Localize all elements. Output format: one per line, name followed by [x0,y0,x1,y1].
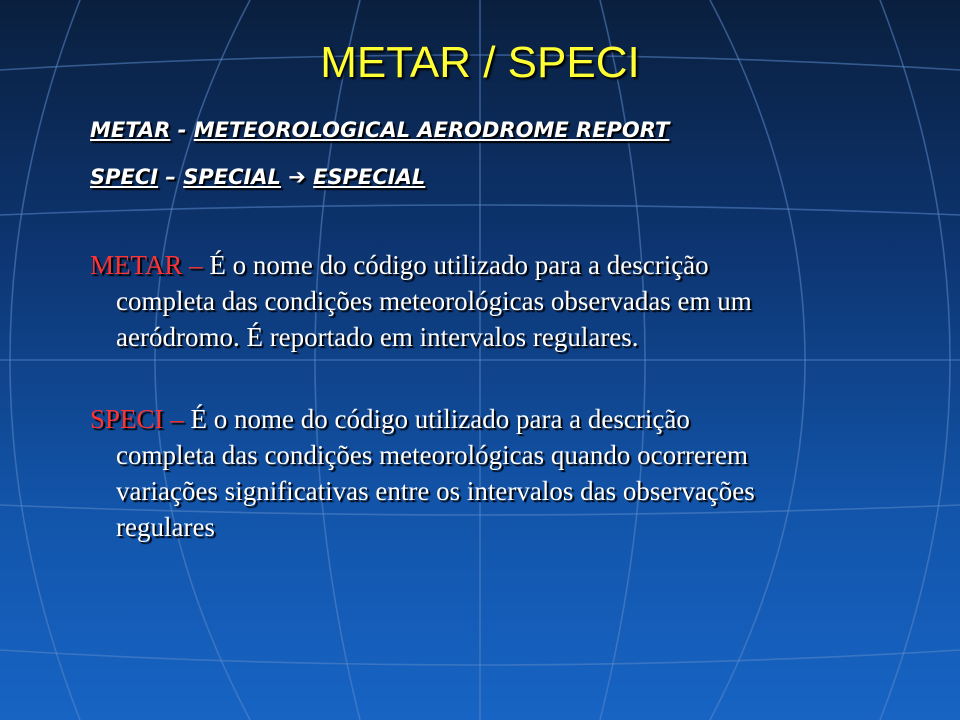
definition-meaning: METEOROLOGICAL AERODROME REPORT [193,118,670,142]
definition-metar [90,118,669,142]
slide-title: METAR / SPECI [320,38,640,87]
definition-term: SPECI [90,165,159,189]
paragraph-line: variações significativas entre os intervalos das observações [116,476,755,506]
paragraph-term: METAR – [90,250,203,280]
paragraph-line: completa das condições meteorológicas observadas em um [116,286,752,316]
paragraph-line: completa das condições meteorológicas quando ocorrerem [116,440,749,470]
definition-separator: - [170,118,194,142]
paragraph-term: SPECI [90,404,164,434]
paragraph-speci [90,401,890,545]
paragraph-term-dash: – [163,404,184,434]
definition-meaning: SPECIAL [183,165,281,189]
paragraph-line [90,401,890,437]
paragraph-text: É o nome do código utilizado para a descrição [202,250,709,280]
definition-translation: ESPECIAL [313,165,426,189]
definition-speci [90,165,425,189]
paragraph-line: aeródromo. É reportado em intervalos regulares. [116,322,639,352]
definition-separator: – [158,165,184,189]
definition-term: METAR [90,118,171,142]
paragraph-text: É o nome do código utilizado para a descrição [183,404,690,434]
paragraph-line: regulares [116,512,215,542]
arrow-icon: ➔ [280,165,314,189]
paragraph-metar [90,247,890,355]
paragraph-line [90,247,890,283]
